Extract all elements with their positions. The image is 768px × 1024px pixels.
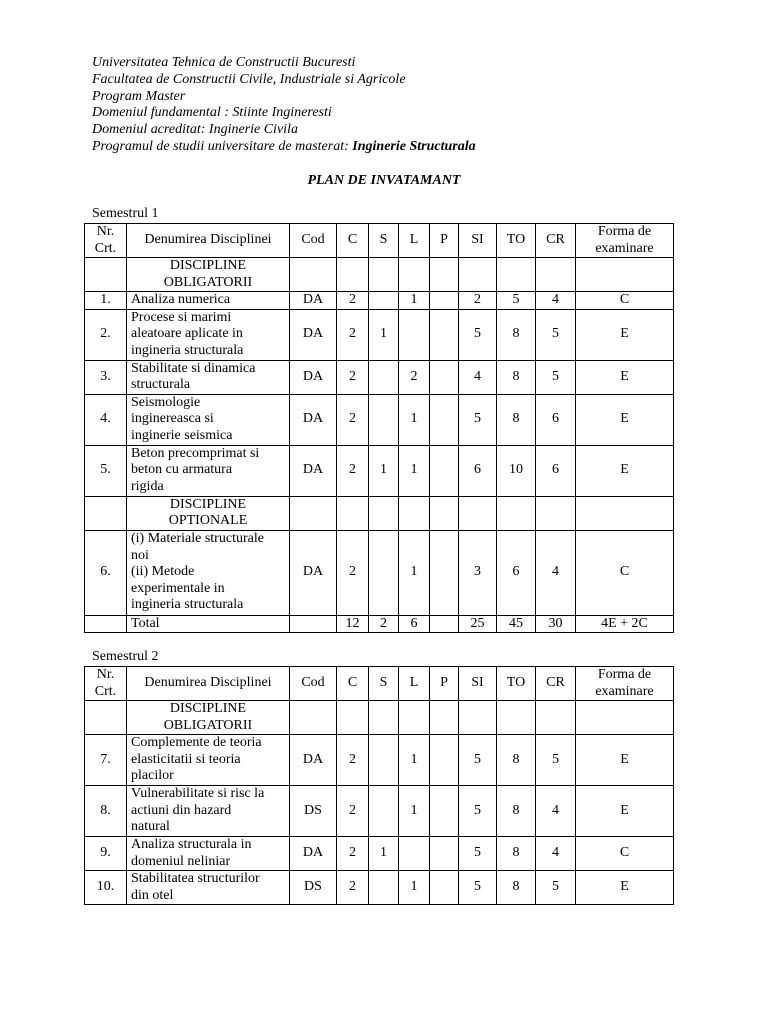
discipline-name-line: (ii) Metode <box>131 564 195 580</box>
cell-c: 2 <box>337 871 369 905</box>
cell-cr: 4 <box>536 786 576 837</box>
empty-cell <box>337 701 369 735</box>
cell-name <box>127 530 290 615</box>
column-header-c: C <box>337 224 369 258</box>
cell-nr: 6. <box>85 530 127 615</box>
semester-2-label: Semestrul 2 <box>92 649 159 664</box>
cell-nr: 2. <box>85 309 127 360</box>
discipline-name-line: aleatoare aplicate in <box>131 326 243 342</box>
empty-cell <box>459 258 497 292</box>
cell-nr: 1. <box>85 292 127 310</box>
cell-c: 2 <box>337 445 369 496</box>
column-header-to: TO <box>497 667 536 701</box>
section-title <box>127 701 290 735</box>
column-header-p: P <box>430 224 459 258</box>
section-title-line: OBLIGATORII <box>163 717 253 733</box>
discipline-name-line: actiuni din hazard <box>131 802 232 818</box>
cell-cod: DS <box>290 871 337 905</box>
cell-to: 8 <box>497 786 536 837</box>
section-title-line: DISCIPLINE <box>169 701 247 716</box>
discipline-name-line: elasticitatii si teoria <box>131 751 241 767</box>
empty-cell <box>576 496 674 530</box>
cell-nr: 9. <box>85 837 127 871</box>
empty-cell <box>85 258 127 292</box>
cell-s <box>369 360 399 394</box>
empty-cell <box>576 701 674 735</box>
cell-c: 2 <box>337 292 369 310</box>
discipline-name-line: rigida <box>131 478 164 494</box>
cell-s <box>369 786 399 837</box>
study-program-line <box>92 139 692 156</box>
table-row <box>85 837 674 871</box>
empty-cell <box>430 701 459 735</box>
column-header-l: L <box>399 224 430 258</box>
discipline-name-line: experimentale in <box>131 580 225 596</box>
program-line: Program Master <box>92 88 186 104</box>
empty-cell <box>497 701 536 735</box>
discipline-name-line: placilor <box>131 768 174 784</box>
cell-to: 8 <box>497 360 536 394</box>
cell-si: 5 <box>459 394 497 445</box>
cell-s <box>369 394 399 445</box>
cell-c: 12 <box>337 615 369 633</box>
discipline-name-line: Stabilitate si dinamica <box>131 360 256 376</box>
cell-p <box>430 735 459 786</box>
column-header-cr: CR <box>536 667 576 701</box>
cell-nr: 4. <box>85 394 127 445</box>
cell-p <box>430 837 459 871</box>
discipline-name-line: beton cu armatura <box>131 462 233 478</box>
cell-cr: 5 <box>536 309 576 360</box>
cell-forma: E <box>576 871 674 905</box>
column-header-nr <box>85 224 127 258</box>
cell-forma: E <box>576 309 674 360</box>
empty-cell <box>399 701 430 735</box>
cell-si: 3 <box>459 530 497 615</box>
cell-c: 2 <box>337 837 369 871</box>
discipline-name-line: inginerie seismica <box>131 427 233 443</box>
cell-forma: C <box>576 837 674 871</box>
cell-si: 5 <box>459 786 497 837</box>
cell-name <box>127 735 290 786</box>
cell-to: 6 <box>497 530 536 615</box>
table-row <box>85 394 674 445</box>
column-header-name: Denumirea Disciplinei <box>127 667 290 701</box>
cell-s <box>369 530 399 615</box>
column-header-forma-line: Forma de <box>597 224 652 239</box>
table-header-row <box>85 667 674 701</box>
cell-name <box>127 445 290 496</box>
cell-p <box>430 615 459 633</box>
cell-si: 5 <box>459 309 497 360</box>
section-title-line: DISCIPLINE <box>169 496 247 512</box>
cell-p <box>430 786 459 837</box>
cell-l: 1 <box>399 871 430 905</box>
column-header-l: L <box>399 667 430 701</box>
cell-nr: 8. <box>85 786 127 837</box>
section-row <box>85 701 674 735</box>
cell-l: 1 <box>399 786 430 837</box>
cell-l <box>399 837 430 871</box>
discipline-name-line: Analiza numerica <box>131 292 231 307</box>
cell-p <box>430 292 459 310</box>
cell-forma: 4E + 2C <box>576 615 674 633</box>
table-row <box>85 360 674 394</box>
cell-cr: 6 <box>536 445 576 496</box>
column-header-s: S <box>369 224 399 258</box>
discipline-name-line: Seismologie <box>131 394 201 410</box>
semester-1-label: Semestrul 1 <box>92 206 159 221</box>
table-row <box>85 292 674 310</box>
cell-c: 2 <box>337 394 369 445</box>
empty-cell <box>290 496 337 530</box>
empty-cell <box>576 258 674 292</box>
empty-cell <box>536 258 576 292</box>
cell-l: 1 <box>399 292 430 310</box>
column-header-nr-line: Nr. <box>96 224 115 239</box>
column-header-forma-line: examinare <box>595 683 654 699</box>
section-title-line: DISCIPLINE <box>169 258 247 273</box>
section-title <box>127 496 290 530</box>
column-header-forma-line: examinare <box>595 240 654 256</box>
cell-l: 2 <box>399 360 430 394</box>
empty-cell <box>290 701 337 735</box>
section-row <box>85 258 674 292</box>
section-title-line: OPTIONALE <box>168 513 248 528</box>
table-row <box>85 309 674 360</box>
empty-cell <box>459 701 497 735</box>
table-row <box>85 530 674 615</box>
cell-cod: DS <box>290 786 337 837</box>
semester-1-table <box>84 223 674 633</box>
cell-nr: 10. <box>85 871 127 905</box>
cell-l: 1 <box>399 735 430 786</box>
cell-l: 6 <box>399 615 430 633</box>
semester-2-table <box>84 666 674 905</box>
discipline-name-line: Total <box>131 615 160 631</box>
cell-s <box>369 735 399 786</box>
column-header-forma-line: Forma de <box>597 667 652 682</box>
empty-cell <box>85 496 127 530</box>
cell-p <box>430 871 459 905</box>
empty-cell <box>430 496 459 530</box>
empty-cell <box>337 496 369 530</box>
cell-nr <box>85 615 127 633</box>
cell-cr: 4 <box>536 292 576 310</box>
empty-cell <box>369 258 399 292</box>
plan-title: PLAN DE INVATAMANT <box>307 173 461 188</box>
study-program-name: Inginerie Structurala <box>352 138 476 154</box>
cell-l: 1 <box>399 394 430 445</box>
cell-p <box>430 445 459 496</box>
cell-cod: DA <box>290 445 337 496</box>
cell-cr: 4 <box>536 837 576 871</box>
cell-forma: E <box>576 735 674 786</box>
empty-cell <box>290 258 337 292</box>
column-header-forma <box>576 667 674 701</box>
section-title-line: OBLIGATORII <box>163 274 253 290</box>
cell-s: 1 <box>369 445 399 496</box>
cell-name <box>127 309 290 360</box>
column-header-si: SI <box>459 224 497 258</box>
cell-c: 2 <box>337 309 369 360</box>
column-header-cod: Cod <box>290 224 337 258</box>
cell-p <box>430 530 459 615</box>
discipline-name-line: Vulnerabilitate si risc la <box>131 786 265 802</box>
accredited-domain-line: Domeniul acreditat: Inginerie Civila <box>92 122 298 138</box>
cell-cr: 6 <box>536 394 576 445</box>
empty-cell <box>497 258 536 292</box>
cell-to: 8 <box>497 394 536 445</box>
cell-name <box>127 360 290 394</box>
column-header-c: C <box>337 667 369 701</box>
discipline-name-line: natural <box>131 819 170 835</box>
cell-name <box>127 871 290 905</box>
table-row <box>85 445 674 496</box>
empty-cell <box>536 701 576 735</box>
discipline-name-line: Stabilitatea structurilor <box>131 871 260 886</box>
cell-p <box>430 360 459 394</box>
column-header-cr: CR <box>536 224 576 258</box>
cell-to: 45 <box>497 615 536 633</box>
cell-cod: DA <box>290 530 337 615</box>
cell-forma: C <box>576 530 674 615</box>
cell-si: 4 <box>459 360 497 394</box>
cell-cr: 5 <box>536 360 576 394</box>
cell-s <box>369 871 399 905</box>
fundamental-domain-line: Domeniul fundamental : Stiinte Ingineresti <box>92 105 332 121</box>
cell-si: 5 <box>459 871 497 905</box>
cell-forma: C <box>576 292 674 310</box>
cell-name <box>127 786 290 837</box>
empty-cell <box>430 258 459 292</box>
cell-l: 1 <box>399 530 430 615</box>
cell-cod: DA <box>290 837 337 871</box>
cell-forma: E <box>576 360 674 394</box>
empty-cell <box>369 701 399 735</box>
cell-l <box>399 309 430 360</box>
cell-s <box>369 292 399 310</box>
cell-to: 8 <box>497 871 536 905</box>
empty-cell <box>497 496 536 530</box>
column-header-si: SI <box>459 667 497 701</box>
discipline-name-line: din otel <box>131 887 174 903</box>
cell-cr: 5 <box>536 735 576 786</box>
empty-cell <box>369 496 399 530</box>
column-header-s: S <box>369 667 399 701</box>
cell-p <box>430 394 459 445</box>
cell-cod: DA <box>290 292 337 310</box>
cell-si: 2 <box>459 292 497 310</box>
cell-name <box>127 615 290 633</box>
table-row <box>85 871 674 905</box>
cell-forma: E <box>576 786 674 837</box>
empty-cell <box>399 258 430 292</box>
total-row <box>85 615 674 633</box>
cell-to: 8 <box>497 735 536 786</box>
cell-cod: DA <box>290 394 337 445</box>
discipline-name-line: ingineria structurala <box>131 597 244 613</box>
cell-c: 2 <box>337 735 369 786</box>
discipline-name-line: ingineria structurala <box>131 342 244 358</box>
discipline-name-line: noi <box>131 547 149 563</box>
column-header-nr <box>85 667 127 701</box>
cell-c: 2 <box>337 530 369 615</box>
cell-si: 25 <box>459 615 497 633</box>
column-header-cod: Cod <box>290 667 337 701</box>
empty-cell <box>337 258 369 292</box>
discipline-name-line: Procese si marimi <box>131 309 232 325</box>
empty-cell <box>85 701 127 735</box>
cell-to: 10 <box>497 445 536 496</box>
empty-cell <box>459 496 497 530</box>
university-line: Universitatea Tehnica de Constructii Bucuresti <box>92 55 356 70</box>
cell-si: 5 <box>459 837 497 871</box>
cell-forma: E <box>576 394 674 445</box>
cell-cr: 5 <box>536 871 576 905</box>
discipline-name-line: inginereasca si <box>131 411 214 427</box>
cell-name <box>127 292 290 310</box>
column-header-nr-line: Crt. <box>94 240 117 256</box>
cell-s: 2 <box>369 615 399 633</box>
cell-p <box>430 309 459 360</box>
column-header-nr-line: Crt. <box>94 683 117 699</box>
cell-to: 5 <box>497 292 536 310</box>
column-header-p: P <box>430 667 459 701</box>
cell-c: 2 <box>337 786 369 837</box>
cell-nr: 7. <box>85 735 127 786</box>
column-header-name: Denumirea Disciplinei <box>127 224 290 258</box>
cell-s: 1 <box>369 837 399 871</box>
cell-cod: DA <box>290 360 337 394</box>
column-header-nr-line: Nr. <box>96 667 115 682</box>
section-title <box>127 258 290 292</box>
cell-cr: 4 <box>536 530 576 615</box>
study-program-prefix: Programul de studii universitare de masterat: <box>92 138 349 154</box>
cell-cod: DA <box>290 309 337 360</box>
cell-cod <box>290 615 337 633</box>
table-row <box>85 735 674 786</box>
column-header-to: TO <box>497 224 536 258</box>
cell-si: 6 <box>459 445 497 496</box>
cell-cr: 30 <box>536 615 576 633</box>
table-row <box>85 786 674 837</box>
cell-nr: 5. <box>85 445 127 496</box>
cell-to: 8 <box>497 309 536 360</box>
cell-l: 1 <box>399 445 430 496</box>
cell-forma: E <box>576 445 674 496</box>
empty-cell <box>536 496 576 530</box>
column-header-forma <box>576 224 674 258</box>
cell-nr: 3. <box>85 360 127 394</box>
section-row <box>85 496 674 530</box>
discipline-name-line: (i) Materiale structurale <box>131 531 264 547</box>
discipline-name-line: Complemente de teoria <box>131 735 262 751</box>
table-header-row <box>85 224 674 258</box>
discipline-name-line: Beton precomprimat si <box>131 445 260 461</box>
document-header <box>92 55 692 156</box>
cell-name <box>127 394 290 445</box>
cell-cod: DA <box>290 735 337 786</box>
cell-si: 5 <box>459 735 497 786</box>
discipline-name-line: domeniul neliniar <box>131 853 231 869</box>
cell-name <box>127 837 290 871</box>
discipline-name-line: structurala <box>131 377 191 392</box>
cell-to: 8 <box>497 837 536 871</box>
faculty-line: Facultatea de Constructii Civile, Industriale si Agricole <box>92 71 406 87</box>
cell-s: 1 <box>369 309 399 360</box>
discipline-name-line: Analiza structurala in <box>131 837 252 852</box>
empty-cell <box>399 496 430 530</box>
cell-c: 2 <box>337 360 369 394</box>
